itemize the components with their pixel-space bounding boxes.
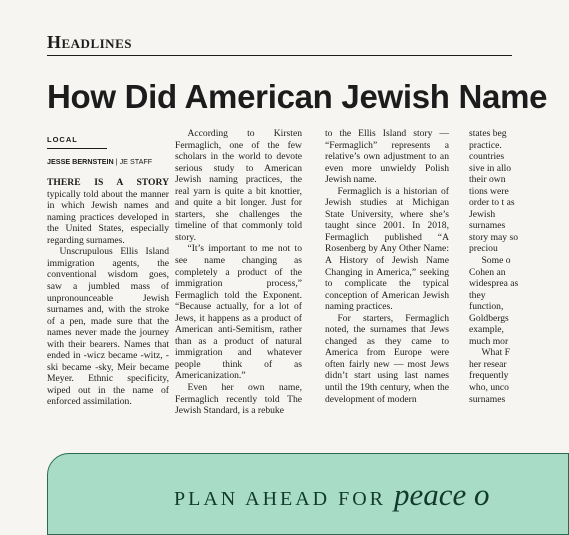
article-headline: How Did American Jewish Name: [47, 78, 548, 115]
paragraph: Fermaglich is a historian of Jewish studies at Michigan State University, where she’s taught since 2001. In 2018, Fermaglich published “A Rosenberg by Any Other Name: A History of Jewish Name Changing in America,” seeking to complicate the typical conception of American Jewish naming practices.: [325, 185, 449, 313]
article-column-2: [175, 128, 302, 417]
paragraph: Even her own name, Fermaglich recently told The Jewish Standard, is a rebuke: [175, 382, 302, 417]
byline-author: JESSE BERNSTEIN: [47, 156, 114, 166]
paragraph: Some o Cohen an widesprea as they function, Goldbergs example, much mor: [469, 255, 519, 347]
paragraph: [47, 177, 169, 246]
paragraph: Unscrupulous Ellis Island immigration agents, the conventional wisdom goes, saw a jumbled mass of unpronounceable Jewish surnames and, with the stroke of a pen, made sure that the names never made the journey with their bearers. Names that ended in -wicz became -witz, -ski became -sky, Meir became Meyer. Ethnic specificity, wiped out in the name of enforced assimilation.: [47, 246, 169, 408]
section-kicker: LOCAL: [47, 134, 107, 149]
advertisement-text: [174, 477, 490, 513]
paragraph: For starters, Fermaglich noted, the surnames that Jews changed as they came to America from Europe were often fairly new — most Jews didn’t start using last names until the 19th century, when the development of modern: [325, 312, 449, 405]
ad-script-text: peace o: [394, 477, 490, 512]
paragraph-text: typically told about the manner in which Jewish names and naming practices developed in the United States, especially regarding surnames.: [47, 188, 169, 246]
article-column-1: [47, 134, 169, 408]
section-title: Headlines: [47, 32, 132, 52]
paragraph: states beg practice. countries sive in allo their own tions were order to t as Jewish surnames story may so preciou: [469, 128, 519, 255]
byline: [47, 156, 169, 168]
article-column-3: [325, 128, 449, 405]
section-rule: [47, 55, 512, 56]
byline-role: | JE STAFF: [113, 156, 153, 166]
ad-caps-text: PLAN AHEAD FOR: [174, 488, 395, 510]
paragraph: What F her resear frequently who, unco surnames: [469, 347, 510, 405]
paragraph: According to Kirsten Fermaglich, one of the few scholars in the world to devote serious study to American Jewish naming practices, the real yarn is quite a bit knottier, and quite a bit longer. Just for starters, she challenges the timeline of that commonly told story.: [175, 128, 302, 243]
paragraph: “It’s important to me not to see name changing as completely a product of the immigration process,” Fermaglich told the Exponent. “Because actually, for a lot of Jews, it happens as a product of American anti-Semitism, rather than as a product of natural immigration and whatever people think of as Americanization.”: [175, 243, 302, 382]
lead-in: THERE IS A STORY: [47, 177, 169, 189]
paragraph: to the Ellis Island story — “Fermaglich” represents a relative’s own adjustment to an even more unwieldy Polish Jewish name.: [325, 128, 449, 186]
article-column-4: [469, 128, 519, 405]
